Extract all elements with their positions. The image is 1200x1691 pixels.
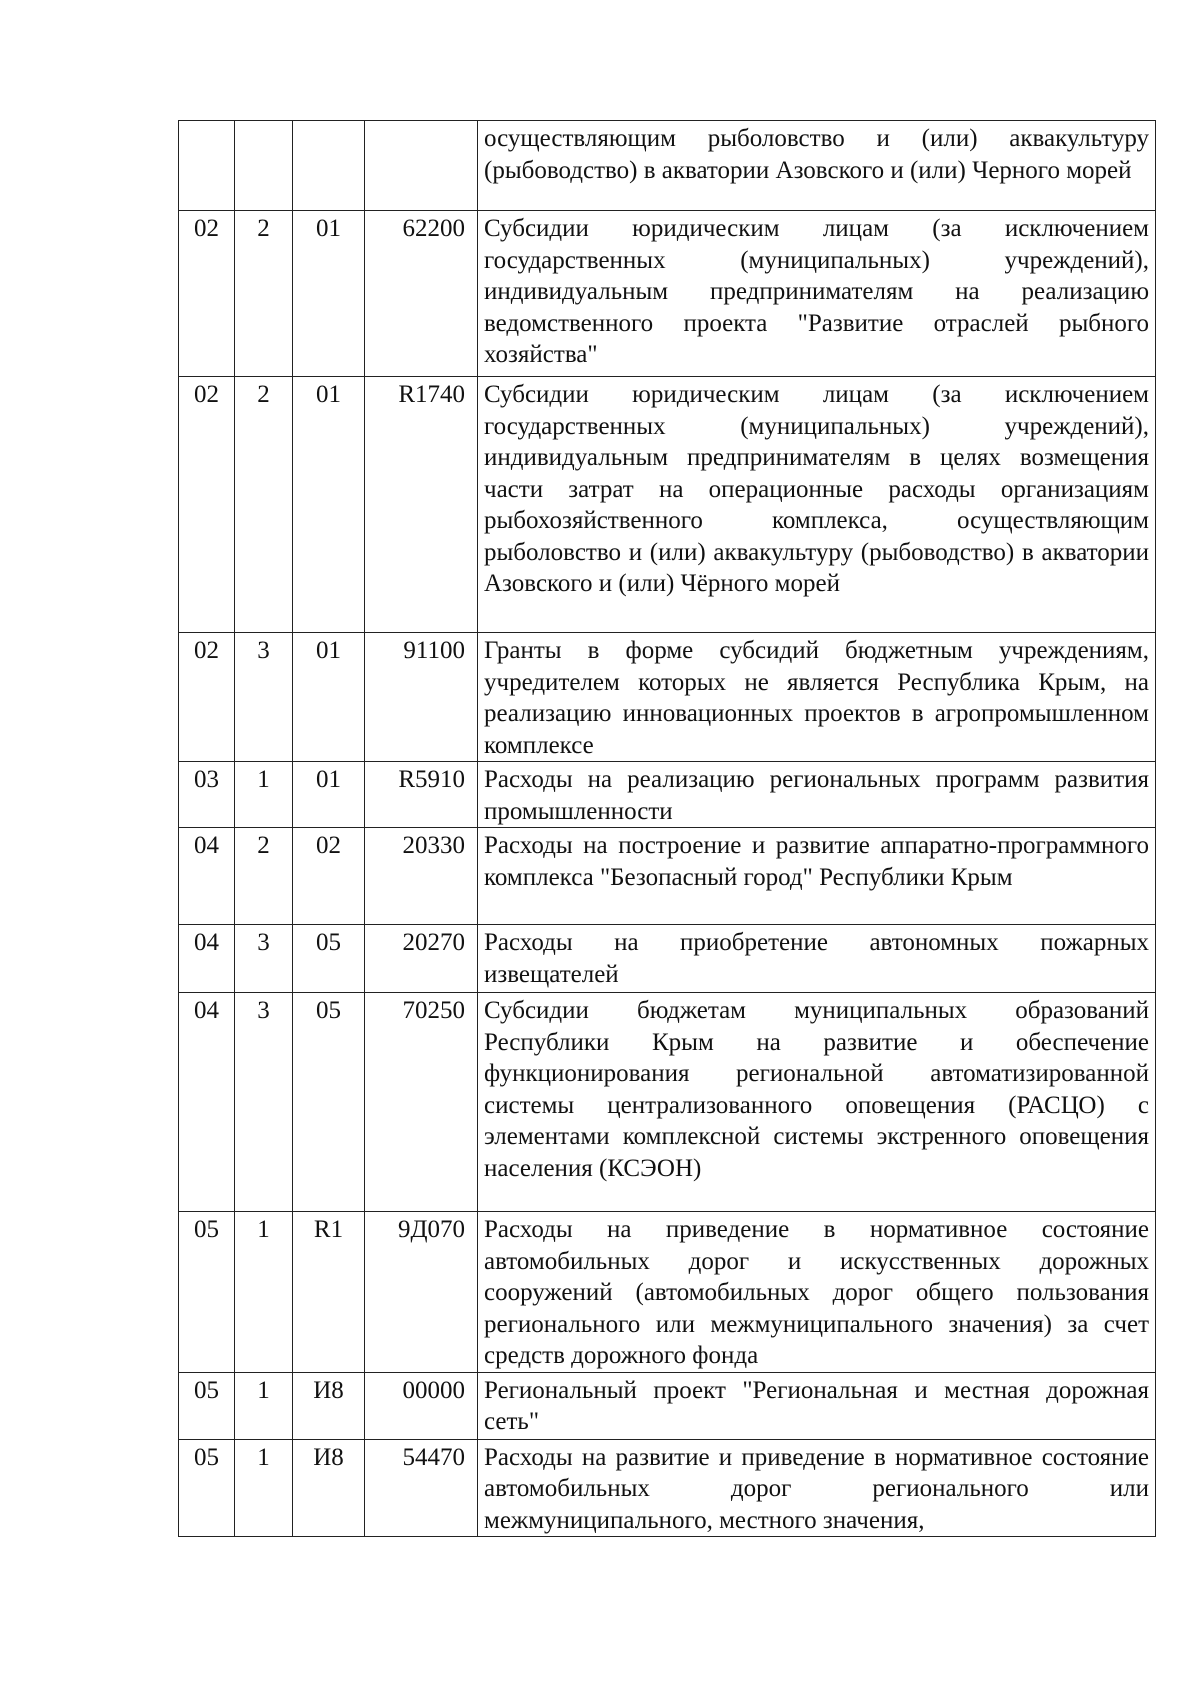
description-cell: Расходы на приведение в нормативное состояние автомобильных дорог и искусственных дорожных сооружений (автомобильных дорог общего пользования регионального или межмуниципального значения) за счет средств дорожного фонда — [478, 1212, 1156, 1373]
direction-code-cell: R5910 — [365, 762, 478, 828]
description-cell: Расходы на реализацию региональных программ развития промышленности — [478, 762, 1156, 828]
event-code-cell: R1 — [293, 1212, 365, 1373]
table-row — [179, 1372, 1156, 1439]
table-row — [179, 1439, 1156, 1537]
description-cell: Субсидии бюджетам муниципальных образований Республики Крым на развитие и обеспечение функционирования региональной автоматизированной системы централизованного оповещения (РАСЦО) с элементами комплексной системы экстренного оповещения населения (КСЭОН) — [478, 993, 1156, 1212]
program-code-cell: 04 — [179, 925, 235, 993]
table-row — [179, 121, 1156, 211]
subprogram-code-cell: 1 — [235, 1439, 293, 1537]
program-code-cell: 02 — [179, 633, 235, 762]
table-row — [179, 377, 1156, 633]
program-code-cell: 04 — [179, 828, 235, 925]
event-code-cell: 05 — [293, 993, 365, 1212]
direction-code-cell: 70250 — [365, 993, 478, 1212]
description-cell: Гранты в форме субсидий бюджетным учреждениям, учредителем которых не является Республика Крым, на реализацию инновационных проектов в агропромышленном комплексе — [478, 633, 1156, 762]
program-code-cell — [179, 121, 235, 211]
table-row — [179, 925, 1156, 993]
direction-code-cell: 00000 — [365, 1372, 478, 1439]
event-code-cell: 01 — [293, 377, 365, 633]
table-row — [179, 1212, 1156, 1373]
subprogram-code-cell: 3 — [235, 925, 293, 993]
description-cell: Субсидии юридическим лицам (за исключением государственных (муниципальных) учреждений), индивидуальным предпринимателям в целях возмещения части затрат на операционные расходы организациям рыбохозяйственного комплекса, осуществляющим рыболовство и (или) аквакультуру (рыбоводство) в акватории Азовского и (или) Чёрного морей — [478, 377, 1156, 633]
program-code-cell: 05 — [179, 1372, 235, 1439]
direction-code-cell — [365, 121, 478, 211]
event-code-cell: 05 — [293, 925, 365, 993]
subprogram-code-cell: 2 — [235, 828, 293, 925]
direction-code-cell: 20270 — [365, 925, 478, 993]
event-code-cell: 01 — [293, 633, 365, 762]
subprogram-code-cell: 2 — [235, 211, 293, 377]
description-cell: Расходы на построение и развитие аппаратно-программного комплекса "Безопасный город" Республики Крым — [478, 828, 1156, 925]
program-code-cell: 02 — [179, 211, 235, 377]
subprogram-code-cell: 3 — [235, 993, 293, 1212]
description-cell: Расходы на приобретение автономных пожарных извещателей — [478, 925, 1156, 993]
direction-code-cell: 62200 — [365, 211, 478, 377]
event-code-cell: И8 — [293, 1372, 365, 1439]
description-cell: Расходы на развитие и приведение в нормативное состояние автомобильных дорог регионального или межмуниципального, местного значения, — [478, 1439, 1156, 1537]
direction-code-cell: 9Д070 — [365, 1212, 478, 1373]
event-code-cell — [293, 121, 365, 211]
subprogram-code-cell: 1 — [235, 762, 293, 828]
direction-code-cell: 54470 — [365, 1439, 478, 1537]
table-row — [179, 828, 1156, 925]
description-cell: осуществляющим рыболовство и (или) аквакультуру (рыбоводство) в акватории Азовского и (или) Черного морей — [478, 121, 1156, 211]
direction-code-cell: R1740 — [365, 377, 478, 633]
table-row — [179, 993, 1156, 1212]
budget-classification-table — [178, 120, 1156, 1537]
event-code-cell: 02 — [293, 828, 365, 925]
direction-code-cell: 20330 — [365, 828, 478, 925]
program-code-cell: 05 — [179, 1212, 235, 1373]
program-code-cell: 04 — [179, 993, 235, 1212]
program-code-cell: 03 — [179, 762, 235, 828]
program-code-cell: 05 — [179, 1439, 235, 1537]
subprogram-code-cell — [235, 121, 293, 211]
subprogram-code-cell: 2 — [235, 377, 293, 633]
event-code-cell: 01 — [293, 762, 365, 828]
table-row — [179, 762, 1156, 828]
event-code-cell: И8 — [293, 1439, 365, 1537]
description-cell: Региональный проект "Региональная и местная дорожная сеть" — [478, 1372, 1156, 1439]
subprogram-code-cell: 1 — [235, 1212, 293, 1373]
subprogram-code-cell: 3 — [235, 633, 293, 762]
subprogram-code-cell: 1 — [235, 1372, 293, 1439]
event-code-cell: 01 — [293, 211, 365, 377]
direction-code-cell: 91100 — [365, 633, 478, 762]
program-code-cell: 02 — [179, 377, 235, 633]
description-cell: Субсидии юридическим лицам (за исключением государственных (муниципальных) учреждений), индивидуальным предпринимателям на реализацию ведомственного проекта "Развитие отраслей рыбного хозяйства" — [478, 211, 1156, 377]
table-row — [179, 633, 1156, 762]
table-row — [179, 211, 1156, 377]
